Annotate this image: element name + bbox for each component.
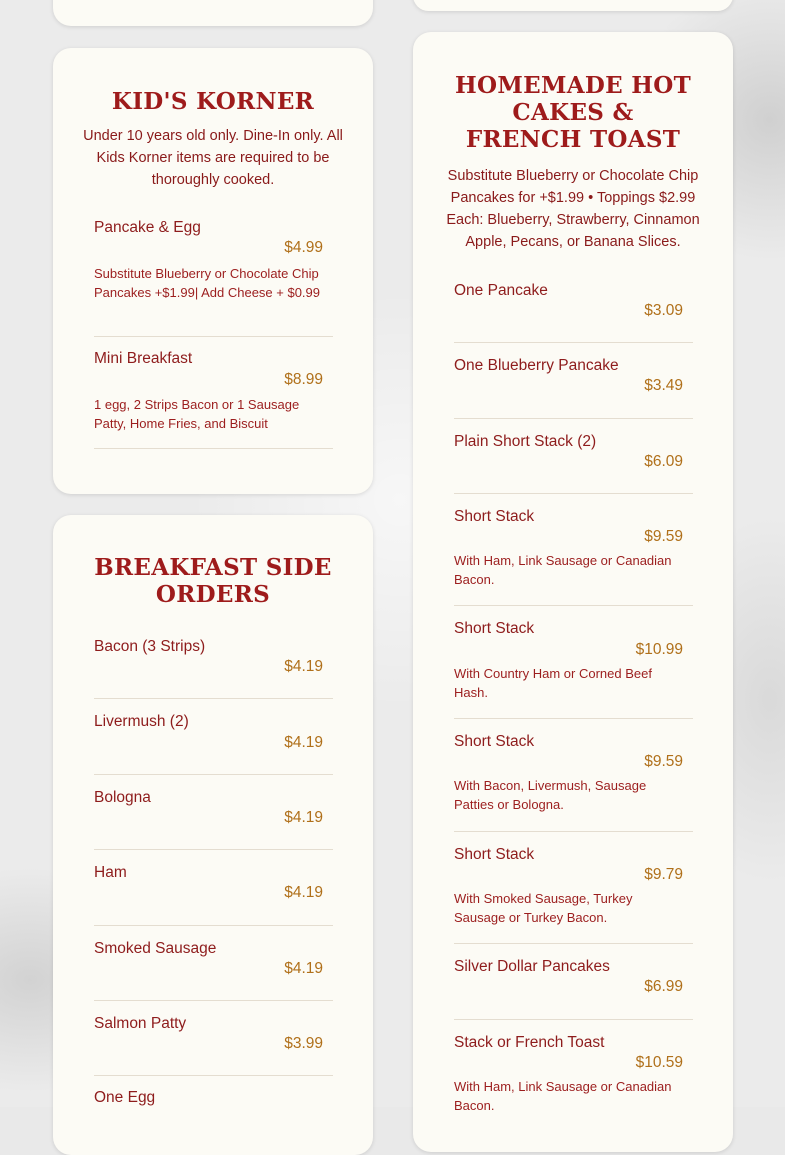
item-price: $9.59 [644, 528, 683, 545]
item-divider [94, 925, 333, 926]
item-divider [94, 336, 333, 337]
item-name: Short Stack [454, 620, 535, 637]
item-price: $6.99 [644, 978, 683, 995]
item-price: $4.19 [284, 809, 323, 826]
item-name: Mini Breakfast [94, 350, 193, 367]
item-divider [454, 418, 693, 419]
item-name: One Blueberry Pancake [454, 357, 619, 374]
item-description: With Ham, Link Sausage or Canadian Bacon. [454, 1079, 672, 1113]
kids-korner-description: Under 10 years old only. Dine-In only. All Kids Korner items are required to be thoroughly cooked. [83, 128, 343, 188]
item-price: $4.19 [284, 658, 323, 675]
item-description: With Smoked Sausage, Turkey Sausage or Turkey Bacon. [454, 891, 633, 925]
item-price: $9.79 [644, 866, 683, 883]
item-name: Short Stack [454, 508, 535, 525]
item-name: Short Stack [454, 733, 535, 750]
kids-korner-title: KID'S KORNER [111, 88, 315, 115]
item-divider [454, 831, 693, 832]
item-name: One Pancake [454, 282, 548, 299]
hot-cakes-description: Substitute Blueberry or Chocolate Chip Pancakes for +$1.99 • Toppings $2.99 Each: Blueberry, Strawberry, Cinnamon Apple, Pecans, or Banana Slices. [446, 168, 700, 250]
item-price: $10.59 [635, 1054, 683, 1071]
item-description: Substitute Blueberry or Chocolate Chip Pancakes +$1.99| Add Cheese + $0.99 [94, 266, 320, 300]
item-divider [94, 1075, 333, 1076]
item-description: With Bacon, Livermush, Sausage Patties or Bologna. [454, 778, 647, 812]
item-divider [94, 1000, 333, 1001]
item-price: $4.99 [284, 239, 323, 256]
item-name: Salmon Patty [94, 1015, 187, 1032]
item-name: Pancake & Egg [94, 219, 201, 236]
item-price: $8.99 [284, 371, 323, 388]
item-divider [454, 718, 693, 719]
item-divider [454, 1019, 693, 1020]
item-description: With Ham, Link Sausage or Canadian Bacon. [454, 553, 672, 587]
item-name: Livermush (2) [94, 713, 189, 730]
item-divider [454, 943, 693, 944]
menu-item[interactable] [94, 219, 333, 337]
item-name: Bacon (3 Strips) [94, 638, 206, 655]
side-orders-title: BREAKFAST SIDE ORDERS [94, 554, 332, 608]
item-description: 1 egg, 2 Strips Bacon or 1 Sausage Patty, Home Fries, and Biscuit [94, 397, 300, 431]
item-description: With Country Ham or Corned Beef Hash. [454, 666, 652, 700]
item-price: $4.19 [284, 734, 323, 751]
item-divider [94, 774, 333, 775]
item-price: $9.59 [644, 753, 683, 770]
item-price: $3.99 [284, 1035, 323, 1052]
item-price: $4.19 [284, 960, 323, 977]
item-name: Stack or French Toast [454, 1034, 605, 1051]
item-name: Plain Short Stack (2) [454, 433, 597, 450]
previous-card-left [53, 0, 373, 26]
item-price: $3.09 [644, 302, 683, 319]
item-name: Bologna [94, 789, 151, 806]
item-divider [454, 493, 693, 494]
item-price: $3.49 [644, 377, 683, 394]
item-name: Short Stack [454, 846, 535, 863]
breakfast-side-orders-card [53, 515, 373, 1155]
item-divider [94, 849, 333, 850]
item-name: One Egg [94, 1089, 156, 1106]
item-name: Silver Dollar Pancakes [454, 958, 610, 975]
item-divider [94, 698, 333, 699]
hot-cakes-title: HOMEMADE HOT CAKES & FRENCH TOAST [454, 72, 692, 153]
kids-korner-card [53, 48, 373, 494]
item-divider [94, 448, 333, 449]
menu-item[interactable] [94, 350, 333, 450]
item-price: $10.99 [635, 641, 683, 658]
item-name: Ham [94, 864, 127, 881]
previous-card-right [413, 0, 733, 11]
item-price: $6.09 [644, 453, 683, 470]
item-divider [454, 342, 693, 343]
item-name: Smoked Sausage [94, 940, 217, 957]
item-divider [454, 605, 693, 606]
item-price: $4.19 [284, 884, 323, 901]
hot-cakes-card [413, 32, 733, 1152]
